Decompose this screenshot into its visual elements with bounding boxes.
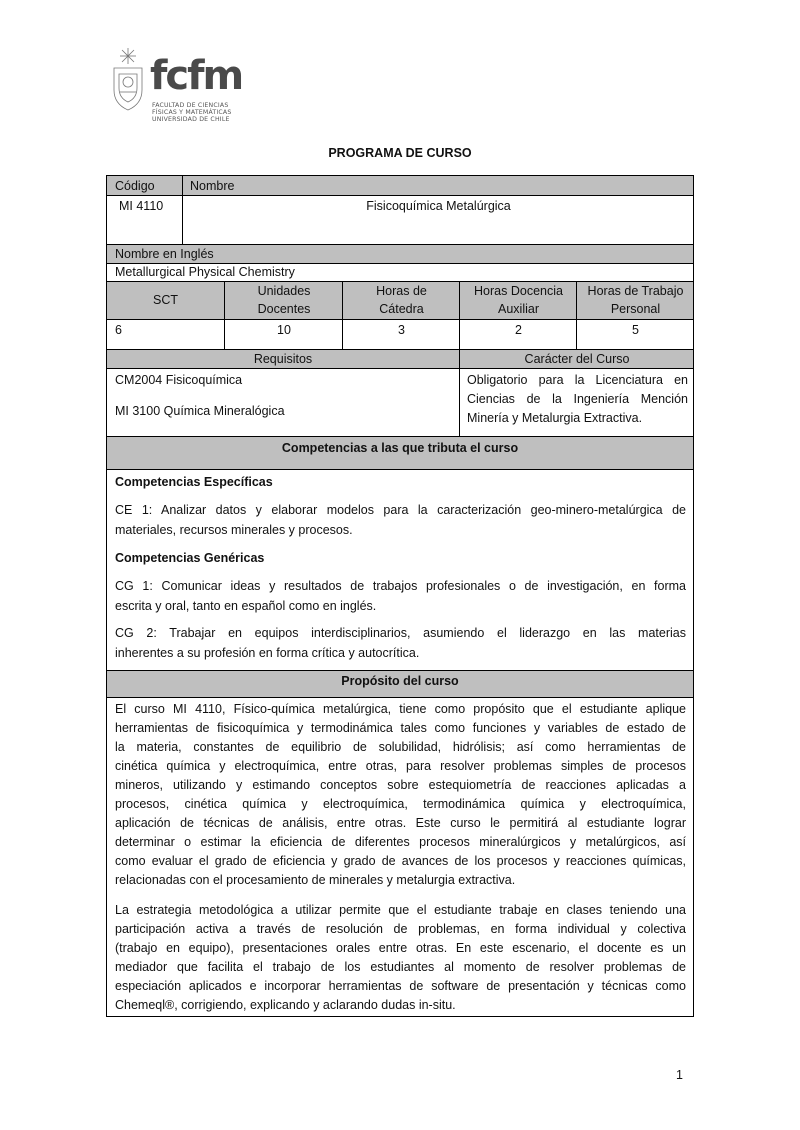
competency-ce1-line: materiales, recursos minerales y procesos. [115, 523, 353, 537]
sct-header: SCT [153, 293, 178, 307]
page-number: 1 [676, 1068, 683, 1082]
course-character-line: Obligatorio para la Licenciatura en [467, 373, 688, 387]
purpose-p2-line: mediador que facilita el trabajo de los estudiantes al momento de resolver problemas de [115, 960, 686, 974]
requirement-item: CM2004 Fisicoquímica [115, 373, 243, 387]
course-code: MI 4110 [119, 199, 164, 213]
competency-cg1-line: CG 1: Comunicar ideas y resultados de trabajos profesionales o de investigación, en forma [115, 579, 686, 593]
competency-cg2-line: CG 2: Trabajar en equipos interdisciplinarios, asumiendo el liderazgo en las materias [115, 626, 686, 640]
english-name-value-row [107, 264, 693, 282]
purpose-header-row [107, 671, 693, 698]
units-value: 10 [277, 323, 291, 337]
purpose-p1-line: aplicación de técnicas de análisis, entre otras. Este curso le permitirá al estudiante lograr [115, 816, 686, 830]
purpose-p1-line: herramientas de fisicoquímica y termodinámica tales como funciones y variables de estado de [115, 721, 686, 735]
personal-hours-header: Horas de Trabajo Personal [587, 284, 684, 316]
purpose-p1-line: cinética química y electroquímica, entre otras, para resolver problemas simples de procesos [115, 759, 686, 773]
specific-competencies-title: Competencias Específicas [115, 475, 273, 489]
competency-ce1-line: CE 1: Analizar datos y elaborar modelos para la caracterización geo-minero-metalúrgica de [115, 503, 686, 517]
units-header: Unidades Docentes [257, 284, 311, 316]
university-seal-icon [110, 46, 146, 112]
character-label: Carácter del Curso [524, 352, 630, 366]
personal-hours-value: 5 [632, 323, 639, 337]
hours-header-row [107, 282, 693, 320]
course-character-line: Minería y Metalurgia Extractiva. [467, 411, 643, 425]
purpose-p1-line: la materia, constantes de equilibrio de solubilidad, hidrólisis; así como herramientas de [115, 740, 686, 754]
purpose-p1-line: El curso MI 4110, Físico-química metalúrgica, tiene como propósito que el estudiante aplique [115, 702, 686, 716]
code-name-value-row [107, 196, 693, 245]
competency-cg1-line: escrita y oral, tanto en español como en inglés. [115, 599, 377, 613]
competencies-title: Competencias a las que tributa el curso [281, 441, 519, 455]
code-label: Código [115, 179, 155, 193]
purpose-p2-line: participación activa a través de resolución de problemas, en forma individual y colectiva [115, 922, 686, 936]
purpose-p1-line: relacionadas con el procesamiento de minerales y metalurgia extractiva. [115, 873, 516, 887]
sct-value: 6 [115, 323, 122, 337]
english-name-label: Nombre en Inglés [115, 247, 214, 261]
purpose-p2-line: (trabajo en equipo), presentaciones orales entre otras. En este escenario, el docente es un [115, 941, 686, 955]
purpose-p1-line: como evaluar el grado de eficiencia y grado de avances de los procesos y reacciones químicas, [115, 854, 686, 868]
lecture-hours-value: 3 [398, 323, 405, 337]
requirements-label: Requisitos [253, 352, 313, 366]
purpose-p2-line: La estrategia metodológica a utilizar permite que el estudiante trabaje en clases teniendo una [115, 903, 686, 917]
competencies-body [107, 470, 693, 671]
requirements-value-row [107, 369, 693, 437]
requirements-header-row [107, 350, 693, 369]
code-name-header-row [107, 176, 693, 196]
course-character-line: Ciencias de la Ingeniería Mención [467, 392, 688, 406]
lecture-hours-header: Horas de Cátedra [376, 284, 427, 316]
auxiliary-hours-header: Horas Docencia Auxiliar [474, 284, 563, 316]
competency-cg2-line: inherentes a su profesión en forma crítica y autocrítica. [115, 646, 420, 660]
logo-subtitle: FACULTAD DE CIENCIAS FÍSICAS Y MATEMÁTICAS UNIVERSIDAD DE CHILE [152, 102, 232, 123]
requirement-item: MI 3100 Química Mineralógica [115, 404, 285, 418]
english-name: Metallurgical Physical Chemistry [115, 265, 295, 279]
name-label: Nombre [190, 179, 235, 193]
purpose-title: Propósito del curso [341, 674, 459, 688]
faculty-logo [110, 44, 250, 134]
auxiliary-hours-value: 2 [515, 323, 522, 337]
purpose-p2-line: Chemeql®, corrigiendo, explicando y aclarando dudas in-situ. [115, 998, 456, 1012]
hours-value-row [107, 320, 693, 350]
competencies-header-row [107, 437, 693, 470]
purpose-body [107, 698, 693, 1016]
purpose-p1-line: procesos, cinética química y electroquímica, termodinámica química y electroquímica, [115, 797, 686, 811]
course-name: Fisicoquímica Metalúrgica [366, 199, 511, 213]
page-title: PROGRAMA DE CURSO [328, 146, 472, 160]
purpose-p1-line: determinar o estimar la eficiencia de diferentes procesos mineralúrgicos y metalúrgicos, así [115, 835, 686, 849]
english-name-header-row [107, 245, 693, 264]
fcfm-wordmark: fcfm [150, 53, 243, 99]
purpose-p1-line: mineros, utilizando y estimando conceptos sobre estequiometría de reacciones aplicadas a [115, 778, 686, 792]
purpose-p2-line: especiación aplicados e incorporar herramientas de software de presentación y técnicas como [115, 979, 686, 993]
generic-competencies-title: Competencias Genéricas [115, 551, 265, 565]
course-program-table [106, 175, 694, 1017]
